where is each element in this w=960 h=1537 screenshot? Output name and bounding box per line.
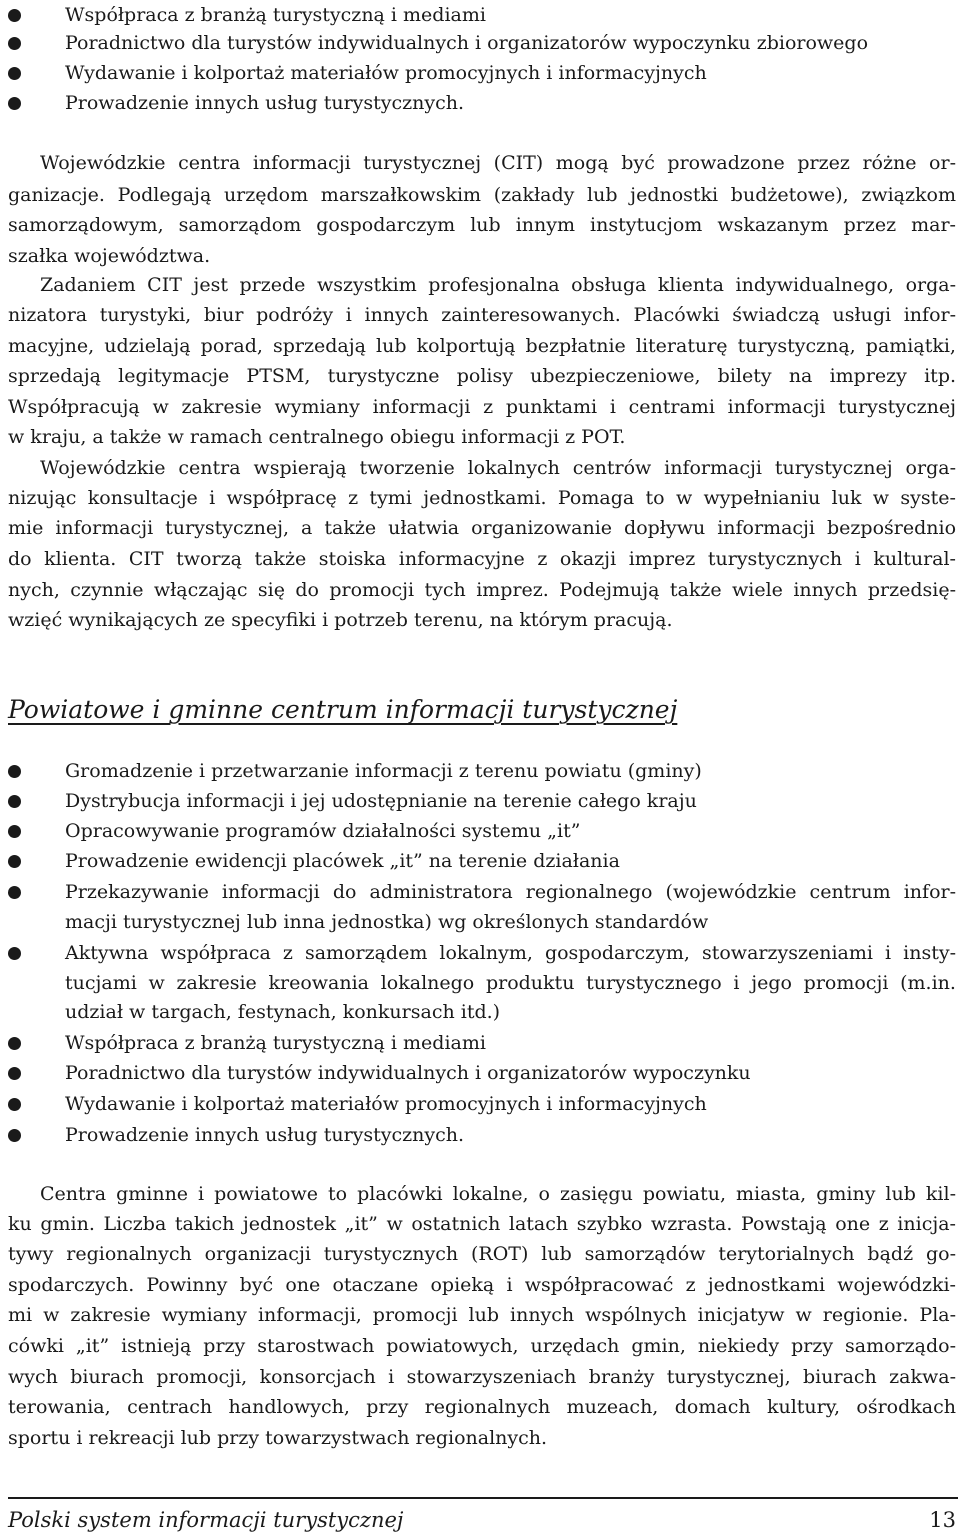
line-text: Wydawanie i kolportaż materiałów promocyjnych i informacyjnych	[65, 62, 707, 84]
bullet-line	[0, 786, 960, 816]
text-line	[0, 483, 960, 513]
text-line	[0, 1239, 960, 1269]
bullet-line	[0, 1028, 960, 1058]
line-text: mi w zakresie wymiany informacji, promocji lub innych wspólnych inicjatyw w regionie. Pla-	[8, 1304, 957, 1326]
text-line	[0, 1270, 960, 1300]
line-text: Współpraca z branżą turystyczną i mediami	[65, 1032, 486, 1054]
line-text: wych biurach promocji, konsorcjach i stowarzyszeniach branży turystycznej, biurach zakwa-	[8, 1366, 957, 1388]
text-line	[0, 180, 960, 210]
text-line	[0, 544, 960, 574]
text-line	[0, 968, 960, 998]
bullet-icon	[8, 855, 21, 868]
bullet-line	[0, 816, 960, 846]
bullet-icon	[8, 886, 21, 899]
line-text: sportu i rekreacji lub przy towarzystwach regionalnych.	[8, 1427, 548, 1449]
text-line	[0, 997, 960, 1027]
bullet-icon	[8, 825, 21, 838]
bullet-icon	[8, 67, 21, 80]
text-line	[0, 361, 960, 391]
bullet-icon	[8, 947, 21, 960]
line-text: ku gmin. Liczba takich jednostek „it” w ostatnich latach szybko wzrasta. Powstają one z inicja-	[8, 1213, 956, 1235]
text-line	[0, 513, 960, 543]
footer-title: Polski system informacji turystycznej	[8, 1508, 404, 1532]
line-text: Wydawanie i kolportaż materiałów promocyjnych i informacyjnych	[65, 1093, 707, 1115]
line-text: Dystrybucja informacji i jej udostępnianie na terenie całego kraju	[65, 790, 697, 812]
text-line	[0, 241, 960, 271]
line-text: Gromadzenie i przetwarzanie informacji z terenu powiatu (gminy)	[65, 760, 702, 782]
line-text: Aktywna współpraca z samorządem lokalnym, gospodarczym, stowarzyszeniami i insty-	[65, 942, 957, 964]
text-line	[0, 1392, 960, 1422]
line-text: w kraju, a także w ramach centralnego obiegu informacji z POT.	[8, 426, 626, 448]
line-text: spodarczych. Powinny być one otaczane opieką i współpracować z jednostkami wojewódzki-	[8, 1274, 956, 1296]
bullet-icon	[8, 37, 21, 50]
bullet-icon	[8, 1067, 21, 1080]
line-text: ganizacje. Podlegają urzędom marszałkowskim (zakłady lub jednostki budżetowe), związkom	[8, 184, 956, 206]
text-line	[0, 1179, 960, 1209]
line-text: Współpraca z branżą turystyczną i mediami	[65, 4, 486, 26]
line-text: Zadaniem CIT jest przede wszystkim profesjonalna obsługa klienta indywidualnego, orga-	[40, 274, 957, 296]
line-text: Centra gminne i powiatowe to placówki lokalne, o zasięgu powiatu, miasta, gminy lub kil-	[40, 1183, 957, 1205]
bullet-line	[0, 0, 960, 30]
section-heading	[8, 688, 948, 732]
line-text: Poradnictwo dla turystów indywidualnych i organizatorów wypoczynku	[65, 1062, 751, 1084]
text-line	[0, 331, 960, 361]
text-line	[0, 270, 960, 300]
bullet-line	[0, 58, 960, 88]
bullet-icon	[8, 1037, 21, 1050]
line-text: Współpracują w zakresie wymiany informacji z punktami i centrami informacji turystycznej	[8, 396, 957, 418]
bullet-icon	[8, 765, 21, 778]
bullet-line	[0, 877, 960, 907]
line-text: macyjne, udzielają porad, sprzedają lub kolportują bezpłatnie literaturę turystyczną, pamiątki,	[8, 335, 956, 357]
bullet-line	[0, 1058, 960, 1088]
line-text: Prowadzenie innych usług turystycznych.	[65, 92, 465, 114]
bullet-line	[0, 756, 960, 786]
bullet-icon	[8, 9, 21, 22]
line-text: nizując konsultacje i współpracę z tymi jednostkami. Pomaga to w wypełnianiu luk w syste-	[8, 487, 956, 509]
text-line	[0, 1362, 960, 1392]
text-line	[0, 1331, 960, 1361]
bullet-line	[0, 88, 960, 118]
bullet-line	[0, 846, 960, 876]
line-text: Prowadzenie ewidencji placówek „it” na terenie działania	[65, 850, 620, 872]
line-text: Wojewódzkie centra wspierają tworzenie lokalnych centrów informacji turystycznej orga-	[40, 457, 956, 479]
text-line	[0, 422, 960, 452]
line-text: wzięć wynikających ze specyfiki i potrzeb terenu, na którym pracują.	[8, 609, 673, 631]
text-line	[0, 575, 960, 605]
page-number: 13	[929, 1508, 956, 1532]
text-line	[0, 148, 960, 178]
line-text: cówki „it” istnieją przy starostwach powiatowych, urzędach gmin, niekiedy przy samorządo-	[8, 1335, 956, 1357]
line-text: Opracowywanie programów działalności systemu „it”	[65, 820, 581, 842]
bullet-line	[0, 1120, 960, 1150]
line-text: nizatora turystyki, biur podróży i innych zainteresowanych. Placówki świadczą usługi infor-	[8, 304, 957, 326]
bullet-icon	[8, 795, 21, 808]
line-text: Poradnictwo dla turystów indywidualnych i organizatorów wypoczynku zbiorowego	[65, 32, 869, 54]
line-text: udział w targach, festynach, konkursach itd.)	[65, 1001, 501, 1023]
bullet-icon	[8, 97, 21, 110]
line-text: Prowadzenie innych usług turystycznych.	[65, 1124, 465, 1146]
line-text: mie informacji turystycznej, a także ułatwia organizowanie dopływu informacji bezpośrednio	[8, 517, 957, 539]
text-line	[0, 210, 960, 240]
line-text: macji turystycznej lub inna jednostka) wg określonych standardów	[65, 911, 709, 933]
line-text: Wojewódzkie centra informacji turystycznej (CIT) mogą być prowadzone przez różne or-	[40, 152, 956, 174]
line-text: tucjami w zakresie kreowania lokalnego produktu turystycznego i jego promocji (m.in.	[65, 972, 956, 994]
text-line	[0, 300, 960, 330]
text-line	[0, 907, 960, 937]
line-text: tywy regionalnych organizacji turystycznych (ROT) lub samorządów terytorialnych bądź go-	[8, 1243, 956, 1265]
text-line	[0, 1300, 960, 1330]
bullet-line	[0, 938, 960, 968]
line-text: do klienta. CIT tworzą także stoiska informacyjne z okazji imprez turystycznych i kultural-	[8, 548, 956, 570]
text-line	[0, 1423, 960, 1453]
text-line	[0, 392, 960, 422]
text-line	[0, 605, 960, 635]
section-heading-text: Powiatowe i gminne centrum informacji turystycznej	[8, 695, 678, 724]
text-line	[0, 1209, 960, 1239]
line-text: sprzedają legitymacje PTSM, turystyczne polisy ubezpieczeniowe, bilety na imprezy itp.	[8, 365, 957, 387]
line-text: nych, czynnie włączając się do promocji tych imprez. Podejmują także wiele innych przedsię-	[8, 579, 957, 601]
line-text: terowania, centrach handlowych, przy regionalnych muzeach, domach kultury, ośrodkach	[8, 1396, 956, 1418]
bullet-icon	[8, 1129, 21, 1142]
line-text: Przekazywanie informacji do administratora regionalnego (wojewódzkie centrum infor-	[65, 881, 957, 903]
bullet-line	[0, 1089, 960, 1119]
bullet-line	[0, 28, 960, 58]
bullet-icon	[8, 1098, 21, 1111]
text-line	[0, 453, 960, 483]
line-text: szałka województwa.	[8, 245, 211, 267]
line-text: samorządowym, samorządom gospodarczym lub innym instytucjom wskazanym przez mar-	[8, 214, 956, 236]
footer-rule	[8, 1497, 958, 1499]
